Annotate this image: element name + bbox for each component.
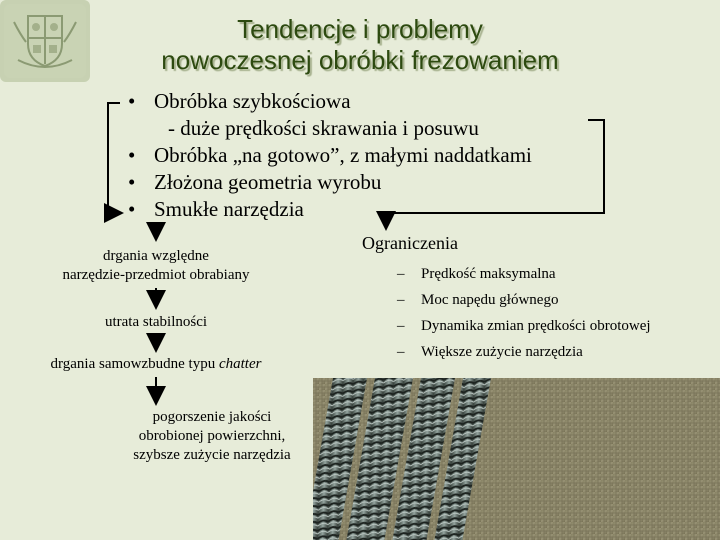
dash-marker: – [397,318,405,334]
dash-marker: – [397,344,405,360]
title-line-2: nowoczesnej obróbki frezowaniem [161,45,559,75]
dash-marker: – [397,266,405,282]
chatter-term: chatter [218,356,262,372]
limitation-text: Dynamika zmian prędkości obrotowej [421,318,651,334]
limitation-item [397,313,651,339]
limitation-item [397,261,651,287]
limitations-title: Ograniczenia [362,233,458,253]
chain-text: szybsze zużycie narzędzia [133,447,291,463]
bullet-text: Obróbka szybkościowa [154,89,351,113]
chain-text: drgania względne [103,248,209,264]
machined-surface-photo [313,378,720,540]
bullet-text: Obróbka „na gotowo”, z małymi naddatkami [154,143,532,167]
chain-item-quality-loss [108,408,316,465]
right-bracket-line [386,120,604,213]
bullet-text: Złożona geometria wyrobu [154,170,382,194]
chain-text: drgania samowzbudne typu [50,356,216,372]
left-bracket-arrow [108,103,120,213]
dash-marker: – [397,292,405,308]
limitations-list [397,261,651,365]
limitation-text: Większe zużycie narzędzia [421,344,583,360]
bullet-marker: • [128,89,136,113]
chain-text: narzędzie-przedmiot obrabiany [62,267,250,283]
limitation-text: Moc napędu głównego [421,292,559,308]
bullet-marker: • [128,170,136,194]
limitation-item [397,287,651,313]
title-line-1: Tendencje i problemy [237,14,483,44]
bullet-text: Smukłe narzędzia [154,197,304,221]
chain-item-relative-vibration [32,247,280,285]
chain-text: obrobionej powierzchni, [138,428,286,444]
limitation-text: Prędkość maksymalna [421,266,556,282]
chain-item-chatter [22,355,290,374]
bullet-marker: • [128,143,136,167]
limitation-item [397,339,651,365]
chain-item-stability-loss: utrata stabilności [104,314,208,330]
chain-text: pogorszenie jakości [152,409,272,425]
bullet-subtext: - duże prędkości skrawania i posuwu [168,116,479,140]
bullet-marker: • [128,197,136,221]
